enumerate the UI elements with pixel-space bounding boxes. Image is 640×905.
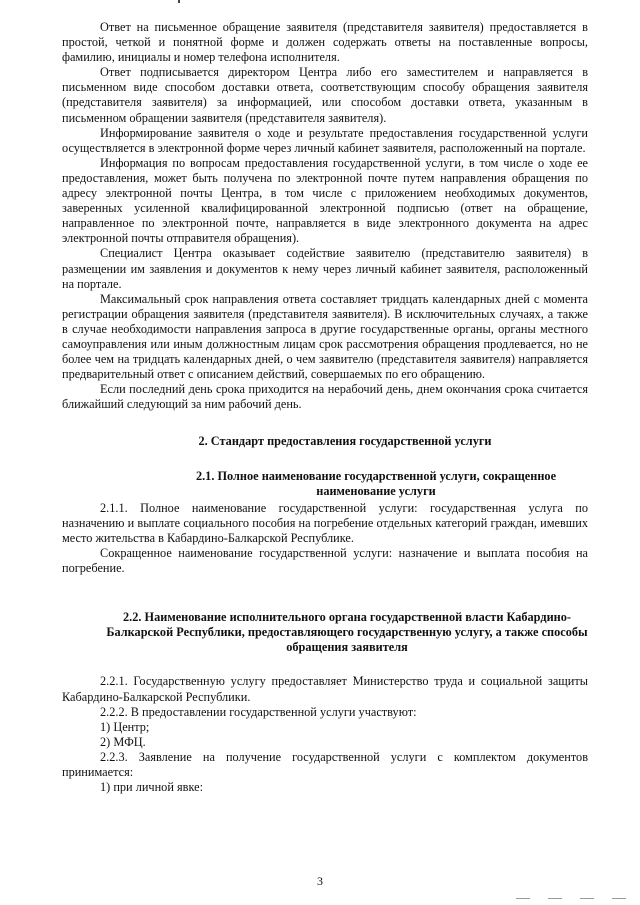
scan-edge-marks — [516, 898, 626, 899]
paragraph-response-form: Ответ на письменное обращение заявителя (представителя заявителя) предоставляется в простой, четкой и понятной форме и должен содержать ответы на поставленные вопросы, фамилию, инициалы и номер телефона исполнителя. — [62, 20, 588, 65]
list-item-mfc: 2) МФЦ. — [100, 734, 146, 749]
page-number: 3 — [317, 874, 323, 888]
paragraph-short-name: Сокращенное наименование государственной услуги: назначение и выплата пособия на погребение. — [62, 546, 588, 576]
paragraph-non-working-day: Если последний день срока приходится на нерабочий день, днем окончания срока считается ближайший следующий за ним рабочий день. — [62, 382, 588, 412]
subsection-heading-executive-body: 2.2. Наименование исполнительного органа государственной власти Кабардино-Балкарской Республики, предоставляющего государственную услугу, а также способы обращения заявителя — [106, 610, 588, 655]
paragraph-response-signature: Ответ подписывается директором Центра либо его заместителем и направляется в письменном виде способом доставки ответа, соответствующим способу обращения заявителя (представителя заявителя) за информацией, или способом доставки ответа, указанным в письменном обращении заявителя (представителя заявителя). — [62, 65, 588, 125]
scan-artifact-mark — [178, 0, 180, 3]
paragraph-2-1-1: 2.1.1. Полное наименование государственной услуги: государственная услуга по назначению и выплате социального пособия на погребение отдельных категорий граждан, имевших место жительства в Кабардино-Балкарской Республике. — [62, 500, 588, 545]
paragraph-2-2-2: 2.2.2. В предоставлении государственной услуги участвуют: — [100, 704, 417, 719]
paragraph-2-2-3: 2.2.3. Заявление на получение государственной услуги с комплектом документов принимается: — [62, 749, 588, 780]
subsection-heading-service-name: 2.1. Полное наименование государственной услуги, сокращенное наименование услуги — [195, 468, 557, 498]
document-page — [62, 20, 588, 795]
list-item-center: 1) Центр; — [100, 719, 150, 734]
list-item-personal-visit: 1) при личной явке: — [100, 780, 203, 795]
section-heading-standard: 2. Стандарт предоставления государственной услуги — [198, 434, 492, 449]
paragraph-specialist-assistance: Специалист Центра оказывает содействие заявителю (представителю заявителя) в размещении им заявления и документов к нему через личный кабинет заявителя, расположенный на портале. — [62, 246, 588, 291]
paragraph-electronic-informing: Информирование заявителя о ходе и результате предоставления государственной услуги осуществляется в электронной форме через личный кабинет заявителя, расположенный на портале. — [62, 125, 588, 155]
paragraph-email-information: Информация по вопросам предоставления государственной услуги, в том числе о ходе ее предоставления, может быть получена по электронной почте путем направления обращения по адресу электронной почты Центра, в том числе с приложением необходимых документов, заверенных усиленной квалифицированной электронной подписью (ответ на обращение, направленное по электронной почте, направляется в виде электронного документа на адрес электронной почты отправителя обращения). — [62, 155, 588, 246]
paragraph-2-2-1: 2.2.1. Государственную услугу предоставляет Министерство труда и социальной защиты Кабардино-Балкарской Республики. — [62, 674, 588, 704]
paragraph-max-response-term: Максимальный срок направления ответа составляет тридцать календарных дней с момента регистрации обращения заявителя (представителя заявителя). В исключительных случаях, а также в случае необходимости направления запроса в другие государственные органы, органы местного самоуправления или иным должностным лицам срок рассмотрения обращения продлевается, но не более чем на тридцать календарных дней, о чем заявителю (представителя заявителя) направляется предварительный ответ с описанием действий, совершаемых по его обращению. — [62, 291, 588, 382]
